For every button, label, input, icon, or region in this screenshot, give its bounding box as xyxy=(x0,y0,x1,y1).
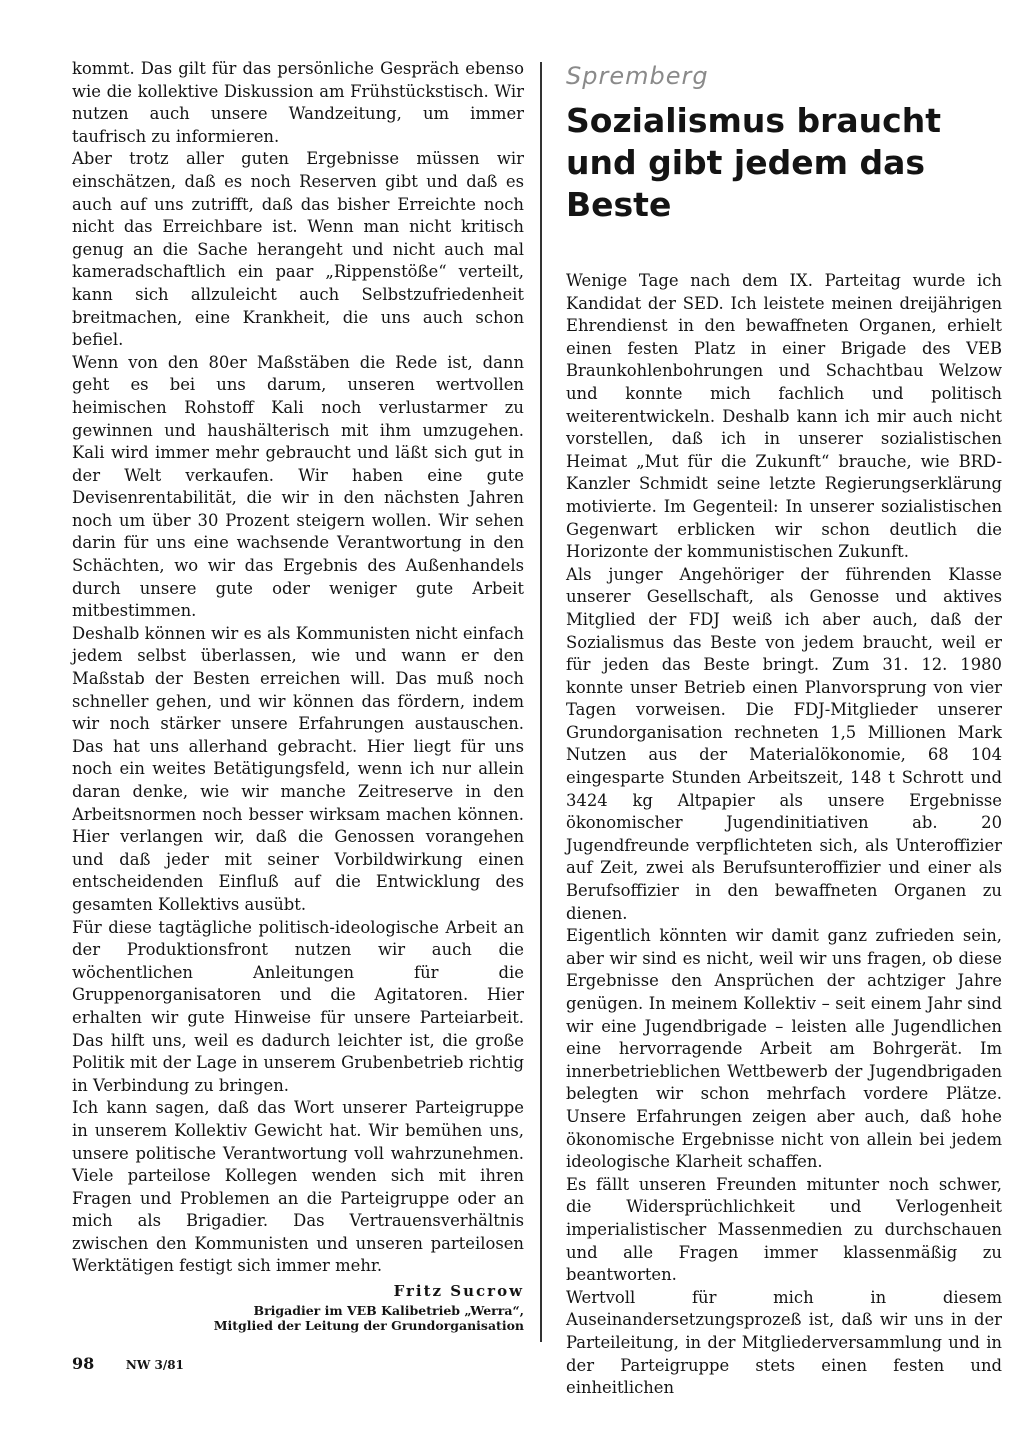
left-paragraph-1: kommt. Das gilt für das persönliche Gespräch ebenso wie die kollektive Diskussion am Frühstückstisch. Wir nutzen auch unsere Wandzeitung, um immer taufrisch zu informieren. xyxy=(72,59,524,146)
author-signature xyxy=(72,1280,524,1333)
page-footer xyxy=(72,1354,184,1373)
left-paragraph-2: Aber trotz aller guten Ergebnisse müssen wir einschätzen, daß es noch Reserven gibt und daß es auch auf uns zutrifft, daß das bisher Erreichte noch nicht das Erreichbare ist. Wenn man nicht kritisch genug an die Sache herangeht und nicht auch mal kameradschaftlich ein paar „Rippenstöße“ verteilt, kann sich allzuleicht auch Selbstzufriedenheit breitmachen, eine Krankheit, die uns auch schon befiel. xyxy=(72,149,524,350)
author-role-line-1: Brigadier im VEB Kalibetrieb „Werra“, xyxy=(253,1302,524,1318)
article-body xyxy=(566,270,1002,1400)
right-column xyxy=(566,58,1002,1400)
right-paragraph-4: Es fällt unseren Freunden mitunter noch schwer, die Widersprüchlichkeit und Verlogenheit imperialistischer Massenmedien zu durchschauen und alle Fragen immer klassenmäßig zu beantworten. xyxy=(566,1174,1002,1285)
right-paragraph-2: Als junger Angehöriger der führenden Klasse unserer Gesellschaft, als Genosse und aktives Mitglied der FDJ weiß ich aber auch, daß der Sozialismus das Beste von jedem braucht, weil er für jeden das Beste bringt. Zum 31. 12. 1980 konnte unser Betrieb einen Planvorsprung von vier Tagen vorweisen. Die FDJ-Mitglieder unserer Grundorganisation rechneten 1,5 Millionen Mark Nutzen aus der Materialökonomie, 68 104 eingesparte Stunden Arbeitszeit, 148 t Schrott und 3424 kg Altpapier als unsere Ergebnisse ökonomischer Jugendinitiativen ab. 20 Jugendfreunde verpflichteten sich, als Unteroffizier auf Zeit, zwei als Berufsunteroffizier und einer als Berufsoffizier in den bewaffneten Organen zu dienen. xyxy=(566,564,1002,923)
article-headline: Sozialismus braucht und gibt jedem das Beste xyxy=(566,101,941,224)
author-name: Fritz Sucrow xyxy=(393,1282,524,1301)
left-paragraph-4: Deshalb können wir es als Kommunisten nicht einfach jedem selbst überlassen, wie und wann er den Maßstab der Besten erreichen will. Das muß noch schneller gehen, und wir können das fördern, indem wir noch stärker unsere Erfahrungen austauschen. Das hat uns allerhand gebracht. Hier liegt für uns noch ein weites Betätigungsfeld, wenn ich nur allein daran denke, wie wir manche Zeitreserve in den Arbeitsnormen noch besser wirksam machen können. Hier verlangen wir, daß die Genossen vorangehen und daß jeder mit seiner Vorbildwirkung einen entscheidenden Einfluß auf die Entwicklung des gesamten Kollektivs ausübt. xyxy=(72,623,524,914)
right-paragraph-3: Eigentlich könnten wir damit ganz zufrieden sein, aber wir sind es nicht, weil wir uns fragen, ob diese Ergebnisse den Ansprüchen der achtziger Jahre genügen. In meinem Kollektiv – seit einem Jahr sind wir eine Jugendbrigade – leisten alle Jugendlichen eine hervorragende Arbeit am Bohrgerät. Im innerbetrieblichen Wettbewerb der Jugendbrigaden belegten wir schon mehrfach vordere Plätze. Unsere Erfahrungen zeigen aber auch, daß hohe ökonomische Ergebnisse nicht von allein bei jedem ideologische Klarheit schaffen. xyxy=(566,926,1002,1172)
column-divider xyxy=(540,62,542,1342)
left-paragraph-6: Ich kann sagen, daß das Wort unserer Parteigruppe in unserem Kollektiv Gewicht hat. Wir bemühen uns, unsere politische Verantwortung voll wahrzunehmen. Viele parteilose Kollegen wenden sich mit ihren Fragen und Problemen an die Parteigruppe oder an mich als Brigadier. Das Vertrauensverhältnis zwischen den Kommunisten und unseren parteilosen Werktätigen festigt sich immer mehr. xyxy=(72,1098,524,1276)
right-paragraph-1: Wenige Tage nach dem IX. Parteitag wurde ich Kandidat der SED. Ich leistete meinen dreijährigen Ehrendienst in den bewaffneten Organen, erhielt einen festen Platz in einer Brigade des VEB Braunkohlenbohrungen und Schachtbau Welzow und konnte mich fachlich und politisch weiterentwickeln. Deshalb kann ich mir auch nicht vorstellen, daß ich in unserer sozialistischen Heimat „Mut für die Zukunft“ brauche, wie BRD-Kanzler Schmidt seine letzte Regierungserklärung motivierte. Im Gegenteil: In unserer sozialistischen Gegenwart erblicken wir schon deutlich die Horizonte der kommunistischen Zukunft. xyxy=(566,271,1002,562)
left-paragraph-5: Für diese tagtägliche politisch-ideologische Arbeit an der Produktionsfront nutzen wir auch die wöchentlichen Anleitungen für die Gruppenorganisatoren und die Agitatoren. Hier erhalten wir gute Hinweise für unsere Parteiarbeit. Das hilft uns, weil es dadurch leichter ist, die große Politik mit der Lage in unserem Grubenbetrieb richtig in Verbindung zu bringen. xyxy=(72,917,524,1095)
author-role-line-2: Mitglied der Leitung der Grundorganisation xyxy=(213,1317,524,1333)
issue-label: NW 3/81 xyxy=(125,1358,184,1372)
article-kicker: Spremberg xyxy=(566,62,709,90)
left-paragraph-3: Wenn von den 80er Maßstäben die Rede ist, dann geht es bei uns darum, unseren wertvollen heimischen Rohstoff Kali noch verlustarmer zu gewinnen und haushälterisch mit ihm umzugehen. Kali wird immer mehr gebraucht und läßt sich gut in der Welt verkaufen. Wir haben eine gute Devisenrentabilität, die wir in den nächsten Jahren noch um über 30 Prozent steigern wollen. Wir sehen darin für uns eine wachsende Verantwortung in den Schächten, wo wir das Ergebnis des Außenhandels durch unsere gute oder weniger gute Arbeit mitbestimmen. xyxy=(72,352,524,621)
right-paragraph-5: Wertvoll für mich in diesem Auseinandersetzungsprozeß ist, daß wir uns in der Parteileitung, in der Mitgliederversammlung und in der Parteigruppe stets einen festen und einheitlichen xyxy=(566,1287,1002,1398)
left-column xyxy=(72,58,524,1333)
page-number: 98 xyxy=(72,1354,95,1373)
